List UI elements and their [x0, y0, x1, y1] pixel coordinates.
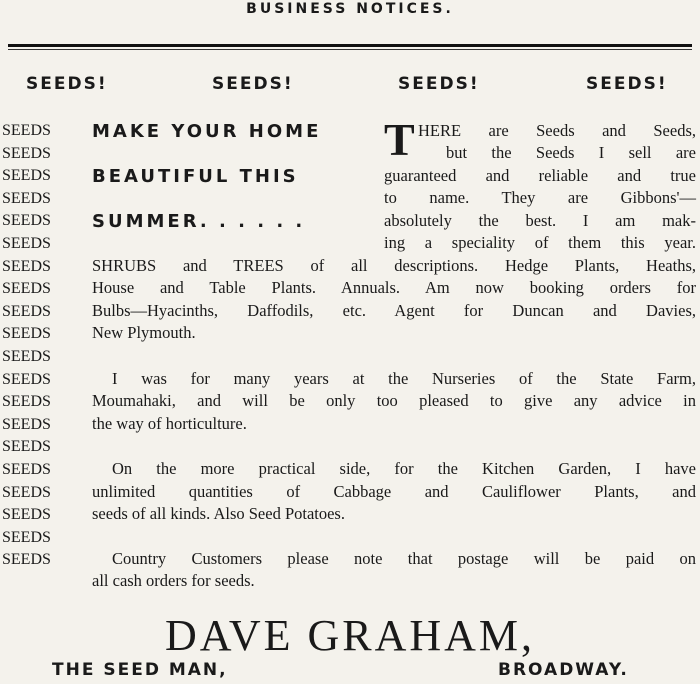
sidebar-item: SEEDS [2, 370, 51, 388]
sidebar-item: SEEDS [2, 189, 51, 207]
intro-line: ing a speciality of them this year. [384, 233, 696, 252]
sidebar-item: SEEDS [2, 393, 51, 411]
sidebar-item: SEEDS [2, 212, 51, 230]
paragraph1-line: Bulbs—Hyacinths, Daffodils, etc. Agent for Duncan and Davies, [92, 301, 696, 320]
paragraph3-line: seeds of all kinds. Also Seed Potatoes. [92, 504, 345, 523]
intro-line: absolutely the best. I am mak- [384, 211, 696, 230]
intro-line: HERE are Seeds and Seeds, [418, 121, 696, 140]
advertiser-name: DAVE GRAHAM, [164, 611, 536, 660]
paragraph1-line: New Plymouth. [92, 323, 196, 342]
paragraph3-line: unlimited quantities of Cabbage and Cauliflower Plants, and [92, 482, 696, 501]
paragraph2-line: Moumahaki, and will be only too pleased to give any advice in [92, 391, 696, 410]
seeds-heading-2: SEEDS! [212, 74, 294, 94]
paragraph1-line: House and Table Plants. Annuals. Am now booking orders for [92, 278, 696, 297]
sidebar-item: SEEDS [2, 460, 51, 478]
intro-line: to name. They are Gibbons'— [384, 188, 696, 207]
signature-right: BROADWAY. [498, 660, 629, 680]
signature-left: THE SEED MAN, [52, 660, 228, 680]
paragraph2-line: the way of horticulture. [92, 414, 247, 433]
section-header: BUSINESS NOTICES. [246, 1, 454, 17]
seeds-sidebar [2, 120, 72, 572]
headline-line-1: MAKE YOUR HOME [92, 121, 322, 142]
sidebar-item: SEEDS [2, 167, 51, 185]
seeds-heading-4: SEEDS! [586, 74, 668, 94]
sidebar-item: SEEDS [2, 506, 51, 524]
sidebar-item: SEEDS [2, 483, 51, 501]
sidebar-item: SEEDS [2, 551, 51, 569]
header-rule-thin [8, 49, 692, 50]
drop-cap: T [384, 114, 415, 165]
headline-line-2: BEAUTIFUL THIS [92, 166, 299, 187]
paragraph2-line: I was for many years at the Nurseries of the State Farm, [112, 369, 696, 388]
header-rule-thick [8, 44, 692, 47]
sidebar-item: SEEDS [2, 438, 51, 456]
paragraph4-line: all cash orders for seeds. [92, 571, 255, 590]
sidebar-item: SEEDS [2, 325, 51, 343]
sidebar-item: SEEDS [2, 415, 51, 433]
sidebar-item: SEEDS [2, 528, 51, 546]
sidebar-item: SEEDS [2, 144, 51, 162]
sidebar-item: SEEDS [2, 280, 51, 298]
seeds-heading-3: SEEDS! [398, 74, 480, 94]
sidebar-item: SEEDS [2, 234, 51, 252]
intro-line: but the Seeds I sell are [446, 143, 696, 162]
paragraph3-line: On the more practical side, for the Kitchen Garden, I have [112, 459, 696, 478]
sidebar-item: SEEDS [2, 302, 51, 320]
intro-line: guaranteed and reliable and true [384, 166, 696, 185]
sidebar-item: SEEDS [2, 122, 51, 139]
sidebar-item: SEEDS [2, 257, 51, 275]
sidebar-item: SEEDS [2, 347, 51, 365]
headline-line-3: SUMMER. . . . . . [92, 211, 306, 232]
seeds-heading-1: SEEDS! [26, 74, 108, 94]
paragraph1-line: SHRUBS and TREES of all descriptions. Hedge Plants, Heaths, [92, 256, 696, 275]
paragraph4-line: Country Customers please note that postage will be paid on [112, 549, 696, 568]
